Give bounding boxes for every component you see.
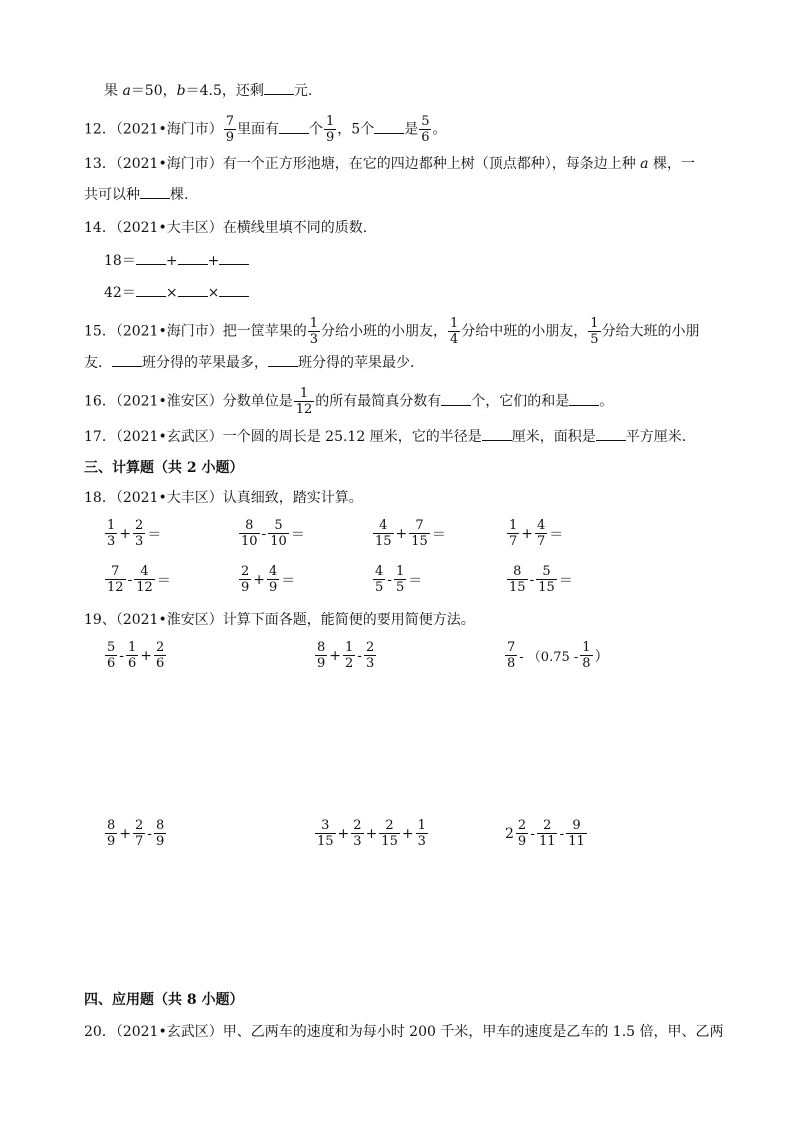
question-source: （2021•玄武区）	[115, 1024, 223, 1040]
question-14: 14．（2021•大丰区）在横线里填不同的质数.	[84, 220, 368, 236]
question-source: （2021•淮安区）	[115, 612, 223, 628]
q18-expression: $\frac{4}{5}$ - $\frac{1}{5}$ ＝	[375, 564, 423, 595]
question-number: 19、	[84, 612, 116, 628]
fraction: $\frac{7}{9}$	[225, 114, 234, 145]
answer-blank[interactable]	[596, 426, 626, 441]
answer-blank[interactable]	[268, 352, 298, 367]
q18-expression: $\frac{8}{15}$ - $\frac{5}{15}$ ＝	[509, 564, 573, 595]
answer-blank[interactable]	[374, 119, 404, 134]
q19-expr-1: $\frac{5}{6}$ - $\frac{1}{6}$ + $\frac{2}{6}$	[107, 640, 165, 671]
question-number: 15．	[84, 323, 116, 340]
question-number: 18．	[84, 490, 116, 506]
fraction: $\frac{1}{12}$	[295, 386, 313, 417]
q18-expression: $\frac{7}{12}$ - $\frac{4}{12}$ ＝	[107, 564, 171, 595]
fraction: $\frac{5}{6}$	[421, 114, 430, 145]
q19-expr-5: $\frac{3}{15}$ + $\frac{2}{3}$ + $\frac{2}{15}$ + $\frac{1}{3}$	[317, 818, 426, 849]
section-heading-calc: 三、计算题（共 2 小题）	[84, 460, 244, 476]
fraction: $\frac{1}{4}$	[450, 316, 459, 347]
q14-line-42: 42＝ × ×	[104, 282, 249, 303]
q19-expr-2: $\frac{8}{9}$ + $\frac{1}{2}$ - $\frac{2}{3}$	[317, 640, 375, 671]
question-13: 13．（2021•海门市）有一个正方形池塘，在它的四边都种上树（顶点都种），每条边上种 a 棵，一	[84, 156, 695, 172]
q11-text-b: ＝50，	[130, 83, 177, 99]
question-source: （2021•玄武区）	[115, 429, 223, 445]
section-heading-application: 四、应用题（共 8 小题）	[84, 992, 244, 1008]
q11-text-d: 元.	[293, 83, 313, 99]
q18-expression: $\frac{1}{3}$ + $\frac{2}{3}$ ＝	[107, 518, 162, 549]
q14-line-18: 18＝ + +	[104, 250, 249, 271]
answer-blank[interactable]	[112, 352, 142, 367]
q18-expression: $\frac{1}{7}$ + $\frac{4}{7}$ ＝	[509, 518, 564, 549]
question-19: 19、（2021•淮安区）计算下面各题，能简便的要用简便方法。	[84, 612, 475, 628]
question-18: 18．（2021•大丰区）认真细致，踏实计算。	[84, 490, 363, 506]
q11-text-a: 果	[104, 83, 123, 99]
question-20: 20．（2021•玄武区）甲、乙两车的速度和为每小时 200 千米，甲车的速度是乙车的 1.5 倍，甲、乙两	[84, 1024, 724, 1040]
q11-text-c: ＝4.5，还剩	[185, 83, 264, 99]
q19-expr-3: $\frac{7}{8}$ - （0.75 - $\frac{1}{8}$ ）	[507, 640, 609, 671]
answer-blank[interactable]	[482, 426, 512, 441]
q18-expression: $\frac{4}{15}$ + $\frac{7}{15}$ ＝	[375, 518, 446, 549]
q19-expr-4: $\frac{8}{9}$ + $\frac{2}{7}$ - $\frac{8}{9}$	[107, 818, 165, 849]
question-17: 17．（2021•玄武区）一个圆的周长是 25.12 厘米，它的半径是 厘米，面积是 平方厘米．	[84, 426, 696, 447]
question-source: （2021•海门市）	[115, 156, 223, 172]
answer-blank[interactable]	[219, 282, 249, 297]
answer-blank[interactable]	[264, 80, 294, 95]
answer-blank[interactable]	[441, 391, 471, 406]
question-number: 16．	[84, 393, 116, 410]
question-number: 20．	[84, 1024, 116, 1040]
question-15-line2: 友． 班分得的苹果最多， 班分得的苹果最少．	[84, 352, 424, 373]
question-source: （2021•海门市）	[115, 323, 223, 340]
question-source: （2021•淮安区）	[115, 393, 223, 410]
fraction: $\frac{1}{3}$	[309, 316, 318, 347]
answer-blank[interactable]	[136, 282, 166, 297]
question-source: （2021•海门市）	[115, 121, 223, 138]
answer-blank[interactable]	[178, 250, 208, 265]
q11-tail: 果 a＝50，b＝4.5，还剩 元.	[104, 80, 312, 101]
question-source: （2021•大丰区）	[115, 490, 223, 506]
q18-expression: $\frac{2}{9}$ + $\frac{4}{9}$ ＝	[241, 564, 296, 595]
question-13-line2: 共可以种 棵.	[84, 184, 188, 205]
fraction: $\frac{1}{9}$	[326, 114, 335, 145]
question-number: 17．	[84, 429, 116, 445]
question-number: 12．	[84, 121, 116, 138]
fraction: $\frac{1}{5}$	[590, 316, 599, 347]
answer-blank[interactable]	[140, 184, 170, 199]
answer-blank[interactable]	[279, 119, 309, 134]
answer-blank[interactable]	[569, 391, 599, 406]
q18-expression: $\frac{8}{10}$ - $\frac{5}{10}$ ＝	[241, 518, 305, 549]
question-number: 13．	[84, 156, 116, 172]
q19-expr-6: 2 $\frac{2}{9}$ - $\frac{2}{11}$ - $\frac{9}{11}$	[505, 818, 585, 849]
answer-blank[interactable]	[178, 282, 208, 297]
question-number: 14．	[84, 220, 116, 236]
question-source: （2021•大丰区）	[115, 220, 223, 236]
q11-var-a: a	[122, 83, 131, 99]
answer-blank[interactable]	[219, 250, 249, 265]
question-16: 16．（2021•淮安区）分数单位是 $\frac{1}{12}$ 的所有最简真分数有 个，它们的和是 。	[84, 386, 614, 417]
question-15: 15．（2021•海门市）把一筐苹果的 $\frac{1}{3}$ 分给小班的小朋友， $\frac{1}{4}$ 分给中班的小朋友， $\frac{1}{5}$ 分给大班的小朋	[84, 316, 700, 347]
question-12: 12．（2021•海门市） $\frac{7}{9}$ 里面有 个 $\frac{1}{9}$ ，5个 是 $\frac{5}{6}$ 。	[84, 114, 447, 145]
answer-blank[interactable]	[136, 250, 166, 265]
